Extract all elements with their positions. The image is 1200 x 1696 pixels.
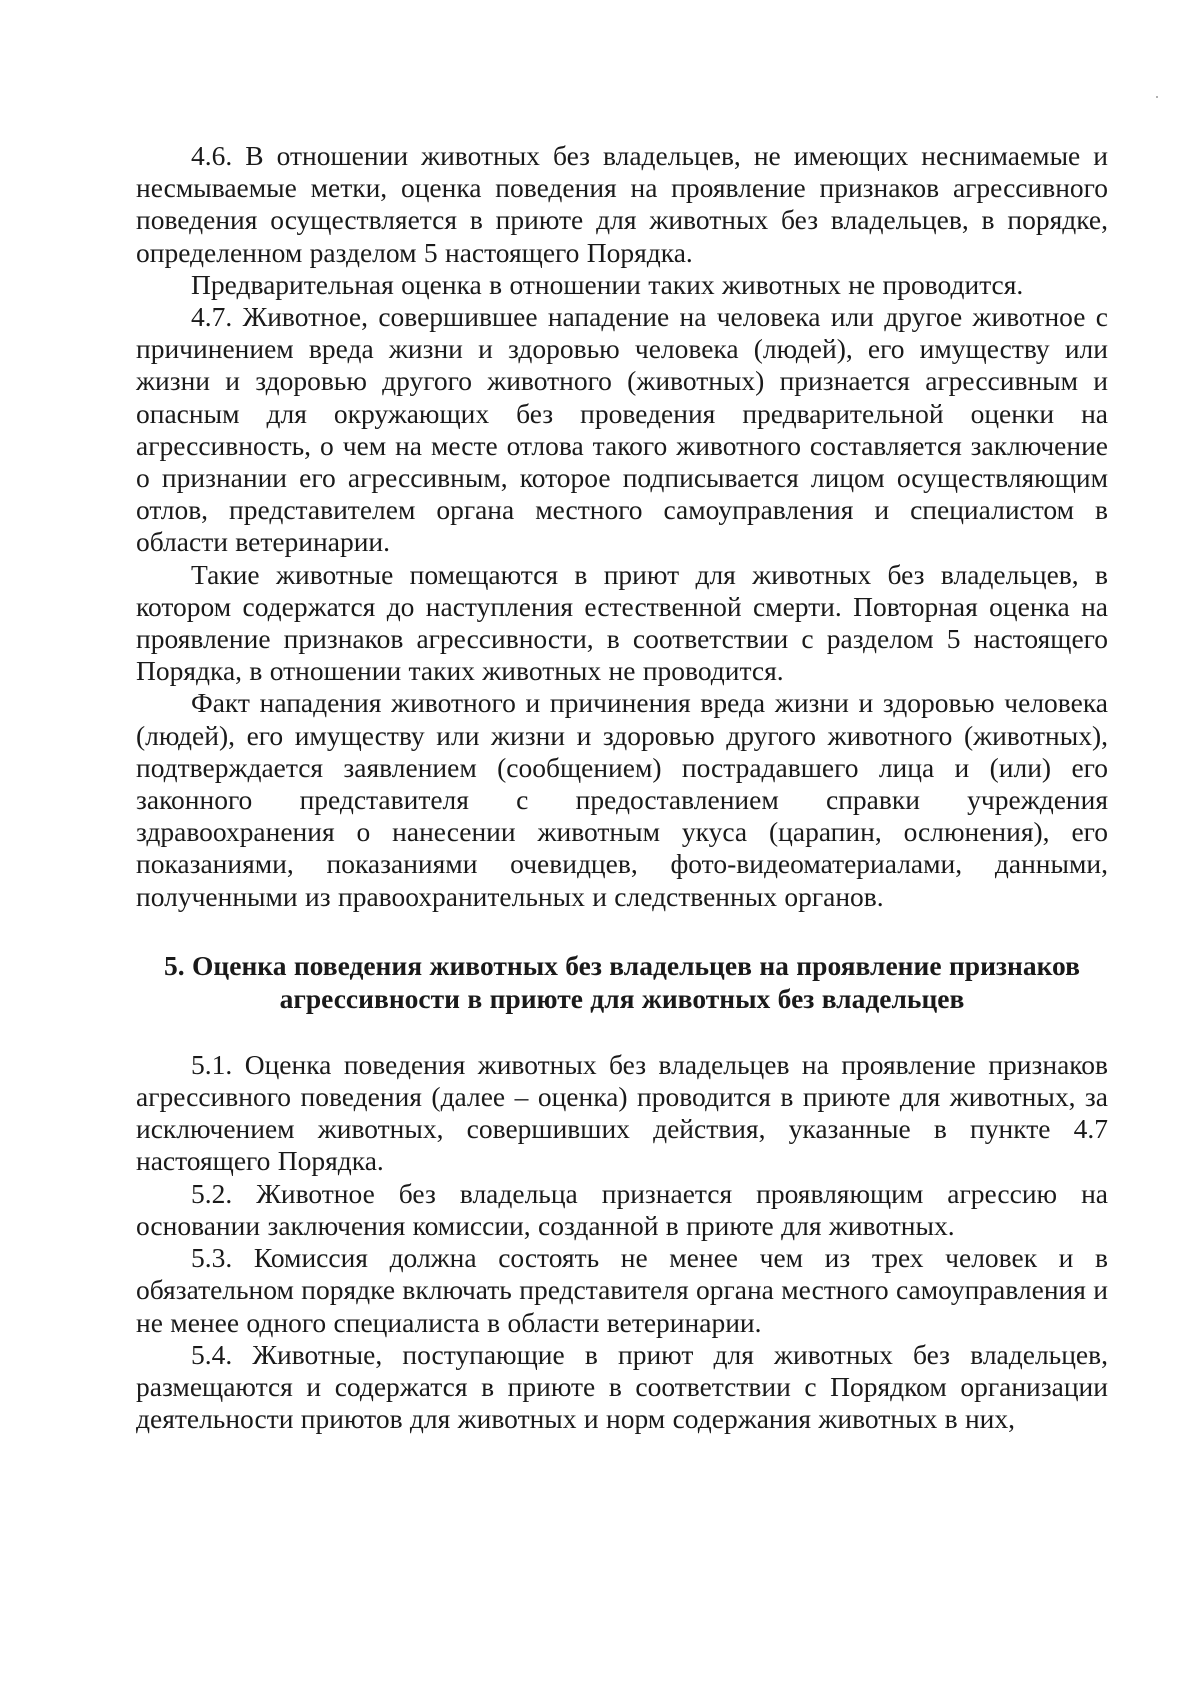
section-5-heading-line-2: агрессивности в приюте для животных без владельцев	[279, 982, 965, 1014]
paragraph-shelter-placement: Такие животные помещаются в приют для животных без владельцев, в котором содержатся до наступления естественной смерти. Повторная оценка на проявление признаков агрессивности, в соответствии с разделом 5 настоящего Порядка, в отношении таких животных не проводится.	[136, 558, 1108, 687]
paragraph-attack-fact: Факт нападения животного и причинения вреда жизни и здоровью человека (людей), его имуществу или жизни и здоровью другого животного (животных), подтверждается заявлением (сообщением) пострадавшего лица и (или) его законного представителя с предоставлением справки учреждения здравоохранения о нанесении животным укуса (царапин, ослюнения), его показаниями, показаниями очевидцев, фото-видеоматериалами, данными, полученными из правоохранительных и следственных органов.	[136, 687, 1108, 912]
paragraph-5-2: 5.2. Животное без владельца признается проявляющим агрессию на основании заключения комиссии, созданной в приюте для животных.	[136, 1177, 1108, 1241]
document-body	[136, 140, 1108, 1435]
scan-speck	[1156, 96, 1158, 98]
section-5-heading	[136, 949, 1108, 1015]
paragraph-5-1: 5.1. Оценка поведения животных без владельцев на проявление признаков агрессивного поведения (далее – оценка) проводится в приюте для животных, за исключением животных, совершивших действия, указанные в пункте 4.7 настоящего Порядка.	[136, 1048, 1108, 1177]
paragraph-5-4: 5.4. Животные, поступающие в приют для животных без владельцев, размещаются и содержатся в приюте в соответствии с Порядком организации деятельности приютов для животных и норм содержания животных в них,	[136, 1338, 1108, 1435]
paragraph-4-7: 4.7. Животное, совершившее нападение на человека или другое животное с причинением вреда жизни и здоровью человека (людей), его имуществу или жизни и здоровью другого животного (животных) признается агрессивным и опасным для окружающих без проведения предварительной оценки на агрессивность, о чем на месте отлова такого животного составляется заключение о признании его агрессивным, которое подписывается лицом осуществляющим отлов, представителем органа местного самоуправления и специалистом в области ветеринарии.	[136, 301, 1108, 558]
paragraph-preliminary-note: Предварительная оценка в отношении таких животных не проводится.	[191, 268, 1024, 300]
section-5-heading-line-1: 5. Оценка поведения животных без владельцев на проявление признаков	[164, 949, 1080, 981]
paragraph-5-3: 5.3. Комиссия должна состоять не менее чем из трех человек и в обязательном порядке включать представителя органа местного самоуправления и не менее одного специалиста в области ветеринарии.	[136, 1242, 1108, 1338]
paragraph-4-6: 4.6. В отношении животных без владельцев, не имеющих неснимаемые и несмываемые метки, оценка поведения на проявление признаков агрессивного поведения осуществляется в приюте для животных без владельцев, в порядке, определенном разделом 5 настоящего Порядка.	[136, 140, 1108, 268]
